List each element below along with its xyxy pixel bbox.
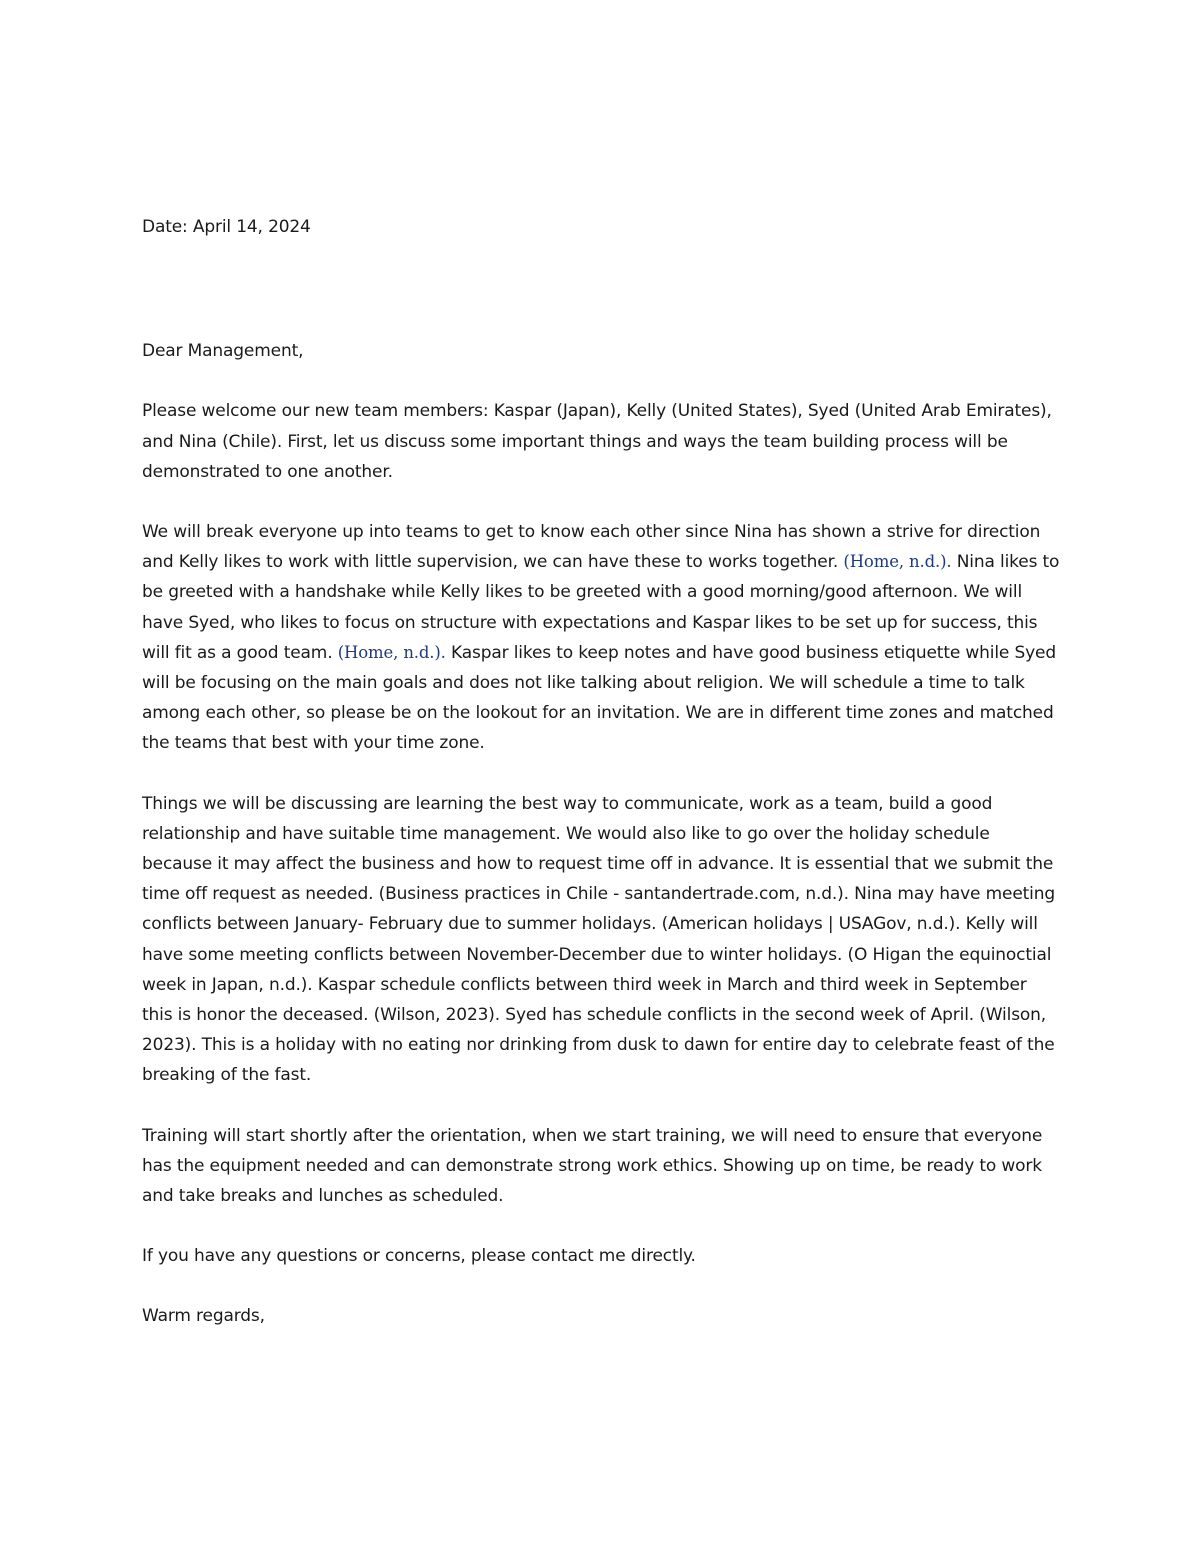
citation-home-1: (Home, n.d.). [843,552,952,572]
letter-closing: Warm regards, [142,1306,265,1327]
letter-date: Date: April 14, 2024 [142,217,311,237]
document-page [142,212,1062,1332]
letter-salutation: Dear Management, [142,341,304,362]
paragraph-contact: If you have any questions or concerns, please contact me directly. [142,1246,696,1267]
paragraph-holidays: Things we will be discussing are learning the best way to communicate, work as a team, build a good relationship and have suitable time management. We would also like to go over the holiday schedule because it may affect the business and how to request time off in advance. It is essential that we submit the time off request as needed. (Business practices in Chile - santandertrade.com, n.d.). Nina may have meeting conflicts between January- February due to summer holidays. (American holidays | USAGov, n.d.). Kelly will have some meeting conflicts between November-December due to winter holidays. (O Higan the equinoctial week in Japan, n.d.). Kaspar schedule conflicts between third week in March and third week in September this is honor the deceased. (Wilson, 2023). Syed has schedule conflicts in the second week of April. (Wilson, 2023). This is a holiday with no eating nor drinking from dusk to dawn for entire day to celebrate feast of the breaking of the fast. [142,793,1055,1086]
paragraph-teams-text-3: Kaspar likes to keep notes and have good business etiquette while Syed will be focusing on the main goals and does not like talking about religion. We will schedule a time to talk among each other, so please be on the lookout for an invitation. We are in different time zones and matched the teams that best with your time zone. [142,642,1056,754]
paragraph-teams-text-2: Nina likes to be greeted with a handshake while Kelly likes to be greeted with a good morning/good afternoon. We will have Syed, who likes to focus on structure with expectations and Kaspar likes to be set up for success, this will fit as a good team. [142,552,1060,663]
citation-home-2: (Home, n.d.). [337,642,446,662]
paragraph-teams [142,517,1062,759]
paragraph-training: Training will start shortly after the orientation, when we start training, we will need to ensure that everyone has the equipment needed and can demonstrate strong work ethics. Showing up on time, be ready to work and take breaks and lunches as scheduled. [142,1125,1043,1207]
paragraph-welcome: Please welcome our new team members: Kaspar (Japan), Kelly (United States), Syed (United Arab Emirates), and Nina (Chile). First, let us discuss some important things and ways the team building process will be demonstrated to one another. [142,401,1052,482]
paragraph-teams-text-1: We will break everyone up into teams to get to know each other since Nina has shown a strive for direction and Kelly likes to work with little supervision, we can have these to works together. [142,522,1041,573]
